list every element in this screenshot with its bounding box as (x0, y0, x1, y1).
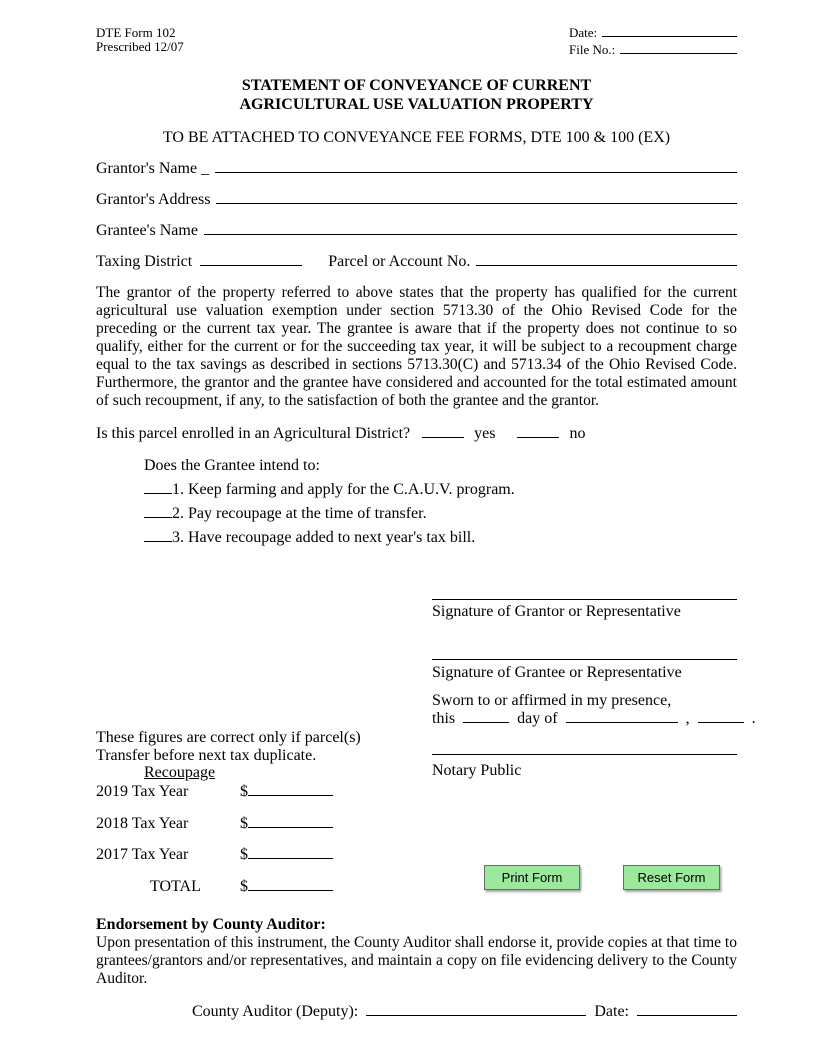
taxing-district-label: Taxing District (96, 253, 193, 270)
header-right (569, 26, 737, 60)
endorsement-date-label: Date: (594, 1003, 629, 1020)
sworn-statement-line1: Sworn to or affirmed in my presence, (432, 692, 672, 709)
endorsement-paragraph: Upon presentation of this instrument, the County Auditor shall endorse it, provide copies at that time to grantees/grantors and/or representatives, and maintain a copy on file evidencing delivery to the County Auditor. (96, 934, 737, 987)
sworn-period: . (751, 710, 756, 727)
grantor-address-field[interactable] (216, 203, 737, 204)
amount-2018-field[interactable] (248, 824, 333, 828)
recoupage-heading: Recoupage (144, 764, 216, 781)
no-field[interactable] (517, 434, 559, 438)
figures-note-line1: These figures are correct only if parcel(s) (96, 729, 361, 746)
form-number: DTE Form 102 (96, 25, 176, 40)
notary-line (432, 754, 737, 755)
sworn-comma: , (685, 710, 690, 727)
grantor-name-label: Grantor's Name _ (96, 160, 210, 177)
sworn-year-field[interactable] (698, 719, 744, 723)
intent-option-1 (144, 481, 737, 499)
print-form-button[interactable]: Print Form (484, 865, 580, 890)
intent-option-3-label: 3. Have recoupage added to next year's tax bill. (172, 529, 476, 546)
grantee-intent-heading: Does the Grantee intend to: (144, 457, 320, 474)
intent-option-2-label: 2. Pay recoupage at the time of transfer. (172, 505, 427, 522)
signature-grantor-line (432, 599, 737, 600)
dollar-sign-2018: $ (240, 815, 248, 832)
grantor-address-label: Grantor's Address (96, 191, 211, 208)
tax-year-row-2017 (96, 846, 333, 864)
intent-option-3-field[interactable] (144, 538, 172, 542)
date-row (569, 26, 737, 40)
dollar-sign-2019: $ (240, 783, 248, 800)
file-no-row (569, 43, 737, 57)
parcel-field[interactable] (476, 265, 737, 266)
grantee-name-label: Grantee's Name (96, 222, 198, 239)
header (96, 26, 737, 60)
total-row (96, 878, 333, 896)
amount-2017-field[interactable] (248, 855, 333, 859)
agricultural-district-question (96, 425, 737, 443)
tax-year-row-2019 (96, 783, 333, 801)
amount-2019-field[interactable] (248, 792, 333, 796)
header-left (96, 26, 184, 60)
dollar-sign-total: $ (240, 878, 248, 895)
prescribed-date: Prescribed 12/07 (96, 39, 184, 54)
tax-year-2018-label: 2018 Tax Year (96, 815, 189, 832)
grantor-name-row (96, 160, 737, 178)
tax-year-2019-label: 2019 Tax Year (96, 783, 189, 800)
intent-option-3 (144, 529, 737, 547)
recoupment-paragraph: The grantor of the property referred to above states that the property has qualified for the current agricultural use valuation exemption under section 5713.30 of the Ohio Revised Code for the preceding or the current tax year. The grantee is aware that if the property does not continue to so qualify, either for the current or for the succeeding tax year, it will be subject to a recoupment charge equal to the tax savings as described in sections 5713.30(C) and 5713.34 of the Ohio Revised Code. Furthermore, the grantor and the grantee have considered and accounted for the total estimated amount of such recoupment, if any, to the satisfaction of both the grantee and the grantor. (96, 284, 737, 409)
form-title-line2: AGRICULTURAL USE VALUATION PROPERTY (239, 96, 594, 113)
intent-option-2-field[interactable] (144, 514, 172, 518)
intent-option-1-field[interactable] (144, 490, 172, 494)
sworn-statement-line2 (432, 710, 756, 728)
county-auditor-row (192, 1003, 737, 1021)
date-field[interactable] (602, 36, 737, 37)
endorsement-heading: Endorsement by County Auditor: (96, 916, 326, 933)
yes-field[interactable] (422, 434, 464, 438)
grantor-address-row (96, 191, 737, 209)
date-label: Date: (569, 25, 598, 40)
middle-section (96, 557, 756, 909)
grantee-name-row (96, 222, 737, 240)
sworn-dayof-label: day of (517, 710, 558, 727)
agricultural-district-question-text: Is this parcel enrolled in an Agricultural District? (96, 425, 411, 442)
tax-year-2017-label: 2017 Tax Year (96, 846, 189, 863)
county-auditor-label: County Auditor (Deputy): (192, 1003, 359, 1020)
parcel-label: Parcel or Account No. (328, 253, 471, 270)
county-auditor-field[interactable] (366, 1015, 586, 1016)
grantor-name-field[interactable] (215, 172, 737, 173)
tax-year-row-2018 (96, 815, 333, 833)
yes-label: yes (474, 425, 496, 442)
figures-note-line2: Transfer before next tax duplicate. (96, 747, 317, 764)
signature-grantee-label: Signature of Grantee or Representative (432, 664, 682, 681)
sworn-month-field[interactable] (566, 719, 678, 723)
intent-option-1-label: 1. Keep farming and apply for the C.A.U.V. program. (172, 481, 515, 498)
form-subtitle: TO BE ATTACHED TO CONVEYANCE FEE FORMS, DTE 100 & 100 (EX) (162, 129, 671, 146)
taxing-district-field[interactable] (200, 262, 302, 266)
form-title-line1: STATEMENT OF CONVEYANCE OF CURRENT (241, 77, 592, 94)
notary-label: Notary Public (432, 762, 522, 779)
endorsement-date-field[interactable] (637, 1012, 737, 1016)
grantee-name-field[interactable] (204, 234, 737, 235)
no-label: no (569, 425, 586, 442)
sworn-this-label: this (432, 710, 456, 727)
file-no-label: File No.: (569, 42, 616, 57)
form-title (96, 76, 737, 114)
total-label: TOTAL (150, 878, 201, 895)
file-no-field[interactable] (620, 53, 737, 54)
signature-grantor-label: Signature of Grantor or Representative (432, 603, 681, 620)
taxing-district-row (96, 253, 737, 271)
sworn-day-field[interactable] (463, 719, 509, 723)
intent-option-2 (144, 505, 737, 523)
dollar-sign-2017: $ (240, 846, 248, 863)
signature-grantee-line (432, 659, 737, 660)
total-amount-field[interactable] (248, 887, 333, 891)
reset-form-button[interactable]: Reset Form (623, 865, 720, 890)
